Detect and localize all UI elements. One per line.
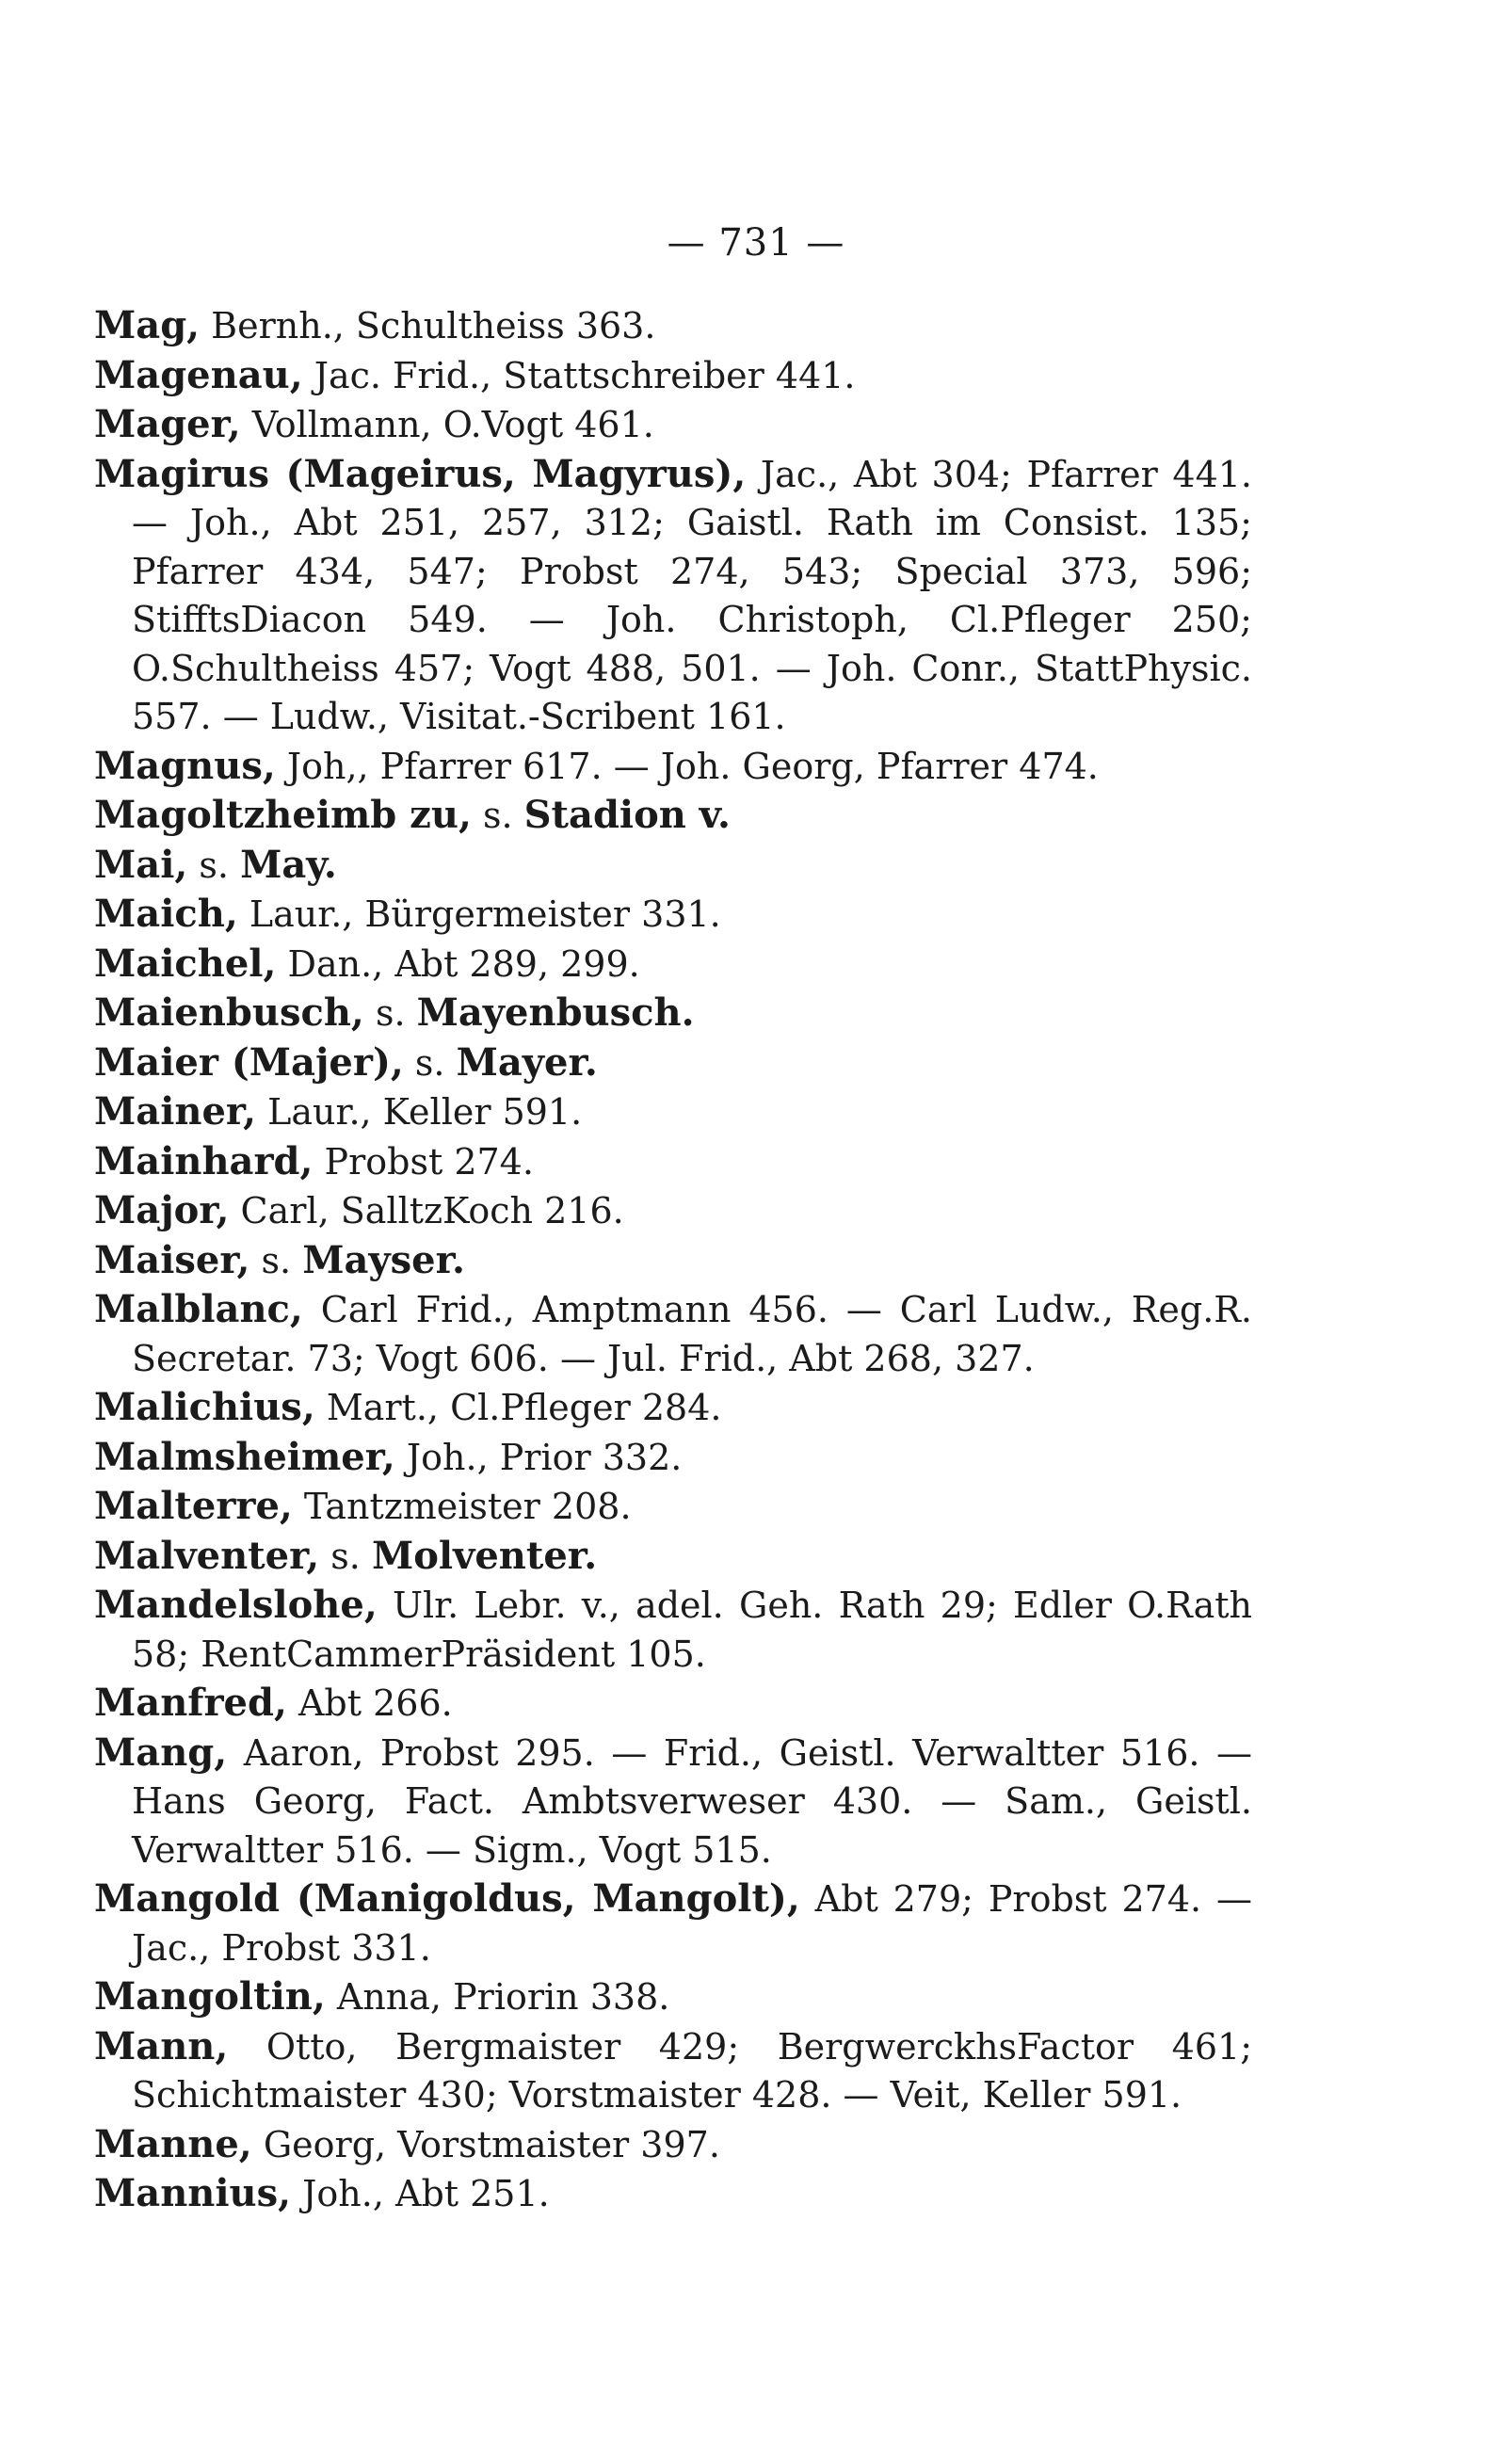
entry-headword: Malblanc,: [94, 1287, 303, 1331]
entry-headword: Magnus,: [94, 743, 276, 788]
register-entry: [94, 450, 1252, 742]
register-entry: [94, 1482, 1252, 1532]
entry-cross-reference: Molventer.: [371, 1533, 598, 1578]
entry-headword: Mangold (Manigoldus, Mangolt),: [94, 1876, 800, 1921]
register-entry: [94, 1285, 1252, 1383]
entry-headword: Mang,: [94, 1730, 228, 1775]
entry-text: Abt 266.: [286, 1682, 453, 1724]
register-entry: [94, 2022, 1252, 2120]
entry-text: s.: [403, 1041, 457, 1084]
entry-headword: Maier (Majer),: [94, 1039, 404, 1085]
register-entry: [94, 1581, 1252, 1679]
entry-cross-reference: Mayser.: [302, 1237, 465, 1282]
register-entry: [94, 351, 1252, 401]
entry-cross-reference: May.: [240, 842, 337, 887]
entry-headword: Manfred,: [94, 1681, 287, 1725]
entry-headword: Maienbusch,: [94, 990, 364, 1035]
entry-headword: Mag,: [94, 303, 201, 347]
register-entry: [94, 1532, 1252, 1582]
entry-headword: Mann,: [94, 2023, 229, 2068]
entry-text: Dan., Abt 289, 299.: [276, 942, 640, 985]
register-entries: [94, 301, 1252, 2219]
entry-headword: Mai,: [94, 842, 188, 887]
entry-headword: Maichel,: [94, 941, 277, 986]
entry-headword: Mainhard,: [94, 1138, 314, 1183]
entry-text: Jac., Abt 304; Pfarrer 441. — Joh., Abt 251, 257, 312; Gaistl. Rath im Consist. 135; Pfarrer 434, 547; Probst 274, 543; Special 373, 596; StifftsDiacon 549. — Joh. Christoph, Cl.Pfleger 250; O.Schultheiss 457; Vogt 488, 501. — Joh. Conr., StattPhysic. 557. — Ludw., Visitat.-Scribent 161.: [132, 453, 1252, 737]
entry-text: Carl Frid., Amptmann 456. — Carl Ludw., Reg.R. Secretar. 73; Vogt 606. — Jul. Frid., Abt 268, 327.: [132, 1289, 1252, 1379]
register-entry: [94, 1729, 1252, 1875]
entry-headword: Magoltzheimb zu,: [94, 793, 472, 837]
entry-text: Laur., Bürgermeister 331.: [237, 893, 721, 935]
register-entry: [94, 1383, 1252, 1433]
entry-text: s.: [249, 1239, 303, 1281]
entry-text: s.: [319, 1535, 372, 1577]
entry-headword: Mainer,: [94, 1089, 257, 1134]
register-entry: [94, 989, 1252, 1038]
register-entry: [94, 841, 1252, 891]
register-entry: [94, 1186, 1252, 1236]
entry-text: Mart., Cl.Pfleger 284.: [314, 1387, 722, 1428]
entry-headword: Mannius,: [94, 2171, 292, 2215]
entry-text: Probst 274.: [313, 1140, 534, 1183]
entry-text: s.: [187, 844, 241, 886]
entry-text: Tantzmeister 208.: [292, 1486, 632, 1527]
register-entry: [94, 1679, 1252, 1729]
register-entry: [94, 400, 1252, 450]
entry-headword: Magirus (Mageirus, Magyrus),: [94, 451, 747, 496]
entry-headword: Magenau,: [94, 352, 303, 397]
entry-headword: Malterre,: [94, 1484, 293, 1528]
entry-headword: Major,: [94, 1188, 230, 1232]
entry-headword: Malichius,: [94, 1385, 315, 1429]
entry-text: Anna, Priorin 338.: [325, 1976, 670, 2018]
register-entry: [94, 1236, 1252, 1286]
entry-text: Aaron, Probst 295. — Frid., Geistl. Verwaltter 516. — Hans Georg, Fact. Ambtsverweser 430. — Sam., Geistl. Verwaltter 516. — Sigm., Vogt 515.: [132, 1731, 1252, 1871]
entry-headword: Malmsheimer,: [94, 1434, 395, 1479]
entry-text: Ulr. Lebr. v., adel. Geh. Rath 29; Edler O.Rath 58; RentCammerPräsident 105.: [132, 1585, 1252, 1675]
entry-cross-reference: Stadion v.: [523, 793, 731, 837]
entry-headword: Maich,: [94, 892, 238, 936]
register-entry: [94, 940, 1252, 990]
register-entry: [94, 1087, 1252, 1137]
entry-headword: Mandelslohe,: [94, 1583, 378, 1627]
register-entry: [94, 2120, 1252, 2170]
entry-text: Vollmann, O.Vogt 461.: [240, 404, 654, 445]
entry-text: Carl, SalltzKoch 216.: [229, 1190, 624, 1231]
entry-text: Abt 279; Probst 274. — Jac., Probst 331.: [132, 1878, 1252, 1969]
entry-text: s.: [471, 795, 524, 836]
register-entry: [94, 1038, 1252, 1088]
register-entry: [94, 1137, 1252, 1187]
entry-text: Joh., Abt 251.: [291, 2173, 550, 2214]
entry-cross-reference: Mayer.: [456, 1039, 598, 1085]
register-entry: [94, 1433, 1252, 1483]
register-entry: [94, 890, 1252, 940]
entry-text: Bernh., Schultheiss 363.: [200, 305, 656, 346]
entry-headword: Manne,: [94, 2121, 252, 2166]
register-entry: [94, 1972, 1252, 2022]
register-entry: [94, 742, 1252, 792]
register-entry: [94, 301, 1252, 351]
entry-text: Laur., Keller 591.: [256, 1091, 583, 1133]
entry-text: Jac. Frid., Stattschreiber 441.: [302, 354, 856, 396]
register-entry: [94, 2169, 1252, 2219]
entry-cross-reference: Mayenbusch.: [416, 990, 695, 1035]
entry-text: Georg, Vorstmaister 397.: [251, 2123, 720, 2165]
register-entry: [94, 1875, 1252, 1972]
entry-headword: Maiser,: [94, 1237, 250, 1282]
entry-text: Joh., Prior 332.: [394, 1436, 683, 1478]
entry-headword: Mangoltin,: [94, 1974, 326, 2019]
entry-text: Otto, Bergmaister 429; BergwerckhsFactor 461; Schichtmaister 430; Vorstmaister 428. — Veit, Keller 591.: [132, 2025, 1252, 2116]
register-entry: [94, 791, 1252, 841]
entry-headword: Mager,: [94, 402, 241, 446]
page-number: — 731 —: [667, 221, 845, 265]
entry-text: s.: [363, 992, 417, 1034]
entry-headword: Malventer,: [94, 1533, 320, 1578]
entry-text: Joh,, Pfarrer 617. — Joh. Georg, Pfarrer 474.: [275, 745, 1099, 787]
